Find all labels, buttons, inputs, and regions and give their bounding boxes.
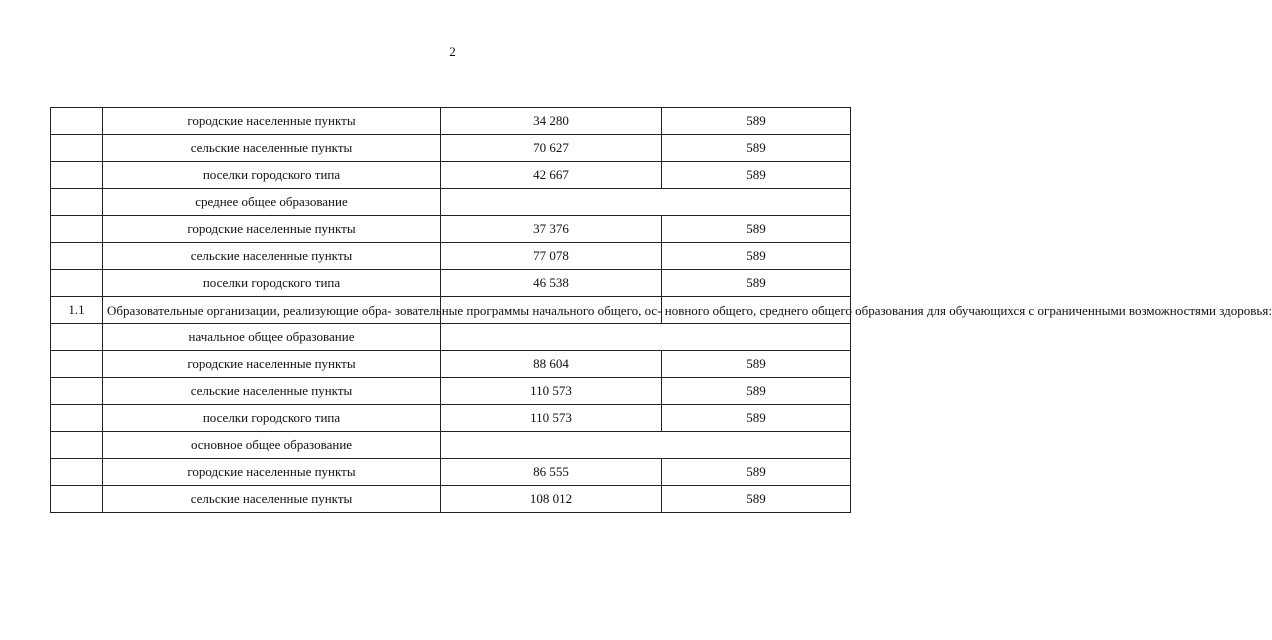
row-value-2: 589 — [662, 459, 851, 486]
row-label: городские населенные пункты — [103, 459, 441, 486]
row-label: сельские населенные пункты — [103, 378, 441, 405]
row-value-2: 589 — [662, 162, 851, 189]
row-value-2: 589 — [662, 108, 851, 135]
row-value-2: 589 — [662, 378, 851, 405]
row-value: 110 573 — [441, 405, 662, 432]
section-description: Образовательные организации, реализующие обра- зовательные программы начального общего, ос- новного общего, среднего общего образования для обучающихся с ограниченными возможностями здоровья: — [103, 297, 441, 324]
row-number-cell — [51, 243, 103, 270]
row-number-cell — [51, 189, 103, 216]
row-label: поселки городского типа — [103, 162, 441, 189]
table-row — [51, 297, 851, 324]
empty-cell — [441, 189, 851, 216]
row-value: 77 078 — [441, 243, 662, 270]
row-label: сельские населенные пункты — [103, 486, 441, 513]
table-row — [51, 324, 851, 351]
row-value: 70 627 — [441, 135, 662, 162]
row-value-2: 589 — [662, 243, 851, 270]
subheader-label: среднее общее образование — [103, 189, 441, 216]
row-number-cell — [51, 351, 103, 378]
table-row — [51, 108, 851, 135]
table-row — [51, 405, 851, 432]
row-value-2: 589 — [662, 270, 851, 297]
table-row — [51, 351, 851, 378]
empty-cell — [441, 324, 851, 351]
subheader-label: основное общее образование — [103, 432, 441, 459]
table-row — [51, 243, 851, 270]
row-number-cell — [51, 432, 103, 459]
row-value-2: 589 — [662, 135, 851, 162]
row-number-cell — [51, 459, 103, 486]
row-number-cell — [51, 108, 103, 135]
row-label: городские населенные пункты — [103, 351, 441, 378]
row-number-cell — [51, 270, 103, 297]
row-value: 88 604 — [441, 351, 662, 378]
row-value: 108 012 — [441, 486, 662, 513]
row-number-cell — [51, 135, 103, 162]
table-row — [51, 135, 851, 162]
row-value: 110 573 — [441, 378, 662, 405]
table-row — [51, 270, 851, 297]
row-value-2: 589 — [662, 351, 851, 378]
row-value-2: 589 — [662, 486, 851, 513]
row-value: 46 538 — [441, 270, 662, 297]
row-value: 42 667 — [441, 162, 662, 189]
row-value-2: 589 — [662, 216, 851, 243]
table-row — [51, 162, 851, 189]
row-label: поселки городского типа — [103, 270, 441, 297]
table-row — [51, 486, 851, 513]
row-number-cell — [51, 486, 103, 513]
row-number-cell — [51, 405, 103, 432]
row-label: городские населенные пункты — [103, 108, 441, 135]
row-value-2: 589 — [662, 405, 851, 432]
row-value: 34 280 — [441, 108, 662, 135]
section-number: 1.1 — [51, 297, 103, 324]
table-row — [51, 216, 851, 243]
row-value: 37 376 — [441, 216, 662, 243]
page-number: 2 — [449, 44, 456, 59]
table-row — [51, 432, 851, 459]
row-value: 86 555 — [441, 459, 662, 486]
row-number-cell — [51, 378, 103, 405]
row-label: сельские населенные пункты — [103, 135, 441, 162]
row-number-cell — [51, 324, 103, 351]
table-row — [51, 459, 851, 486]
subheader-label: начальное общее образование — [103, 324, 441, 351]
row-number-cell — [51, 216, 103, 243]
table-row — [51, 189, 851, 216]
row-label: сельские населенные пункты — [103, 243, 441, 270]
empty-cell — [441, 432, 851, 459]
row-label: поселки городского типа — [103, 405, 441, 432]
row-number-cell — [51, 162, 103, 189]
row-label: городские населенные пункты — [103, 216, 441, 243]
tariff-table — [50, 107, 1272, 513]
table-row — [51, 378, 851, 405]
